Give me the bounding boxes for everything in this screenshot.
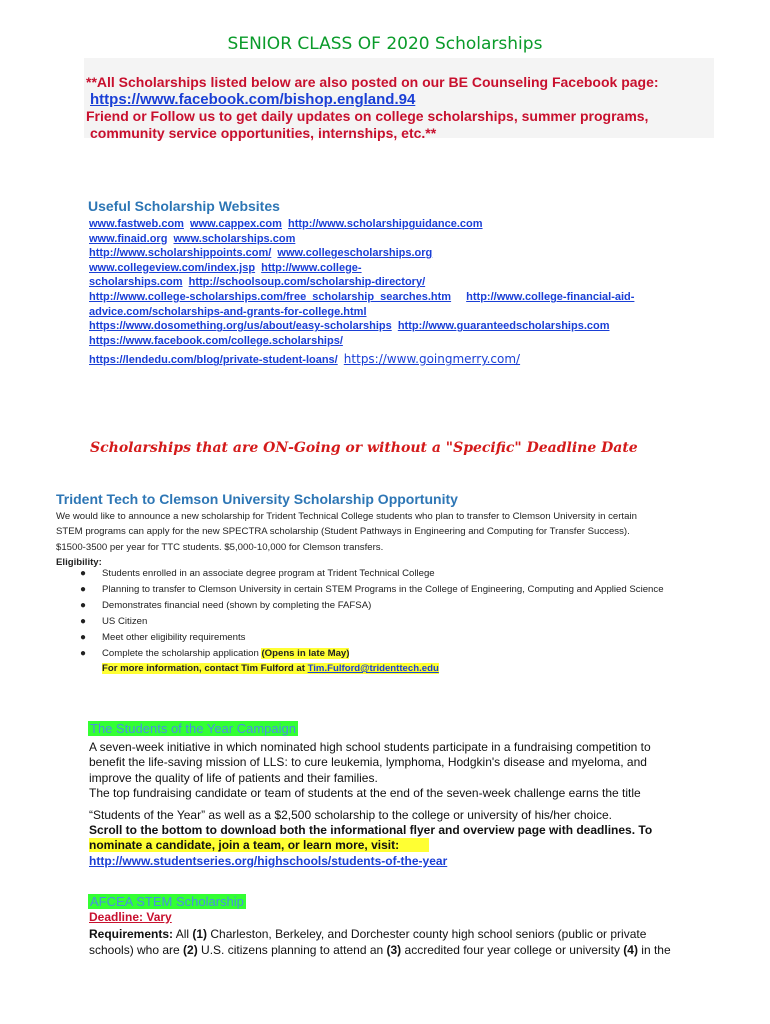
sites-line bbox=[89, 217, 637, 232]
site-link[interactable]: www.fastweb.com bbox=[89, 218, 184, 230]
site-link[interactable]: www.cappex.com bbox=[190, 218, 282, 230]
sites-line bbox=[89, 290, 637, 305]
trident-description bbox=[56, 509, 756, 570]
sites-line bbox=[89, 232, 637, 247]
list-item: ● US Citizen bbox=[80, 614, 760, 630]
ongoing-heading: Scholarships that are ON-Going or without a "Specific" Deadline Date bbox=[90, 440, 638, 456]
eligibility-list bbox=[80, 566, 760, 676]
students-year-text: A seven-week initiative in which nominated high school students participate in a fundraising competition to bbox=[89, 740, 651, 754]
site-link[interactable]: www.scholarships.com bbox=[173, 232, 296, 245]
afcea-req-line-1: Requirements: All (1) Charleston, Berkeley, and Dorchester county high school seniors (public or private bbox=[89, 927, 647, 942]
site-link[interactable]: www.collegeview.com/index.jsp bbox=[89, 261, 256, 274]
students-year-link[interactable]: http://www.studentseries.org/highschools/students-of-the-year bbox=[89, 853, 448, 868]
students-year-text: improve the quality of life of patients and their families. bbox=[89, 770, 378, 785]
notice-line-1: **All Scholarships listed below are also posted on our BE Counseling Facebook page: bbox=[86, 74, 659, 90]
bullet-icon: ● bbox=[80, 632, 87, 643]
list-item: ● Complete the scholarship application (Opens in late May) bbox=[80, 646, 760, 662]
site-link[interactable]: http://www.scholarshippoints.com/ bbox=[89, 247, 272, 260]
sites-line bbox=[89, 334, 637, 349]
list-item: ● Planning to transfer to Clemson University in certain STEM Programs in the College of Engineering, Computing and Applied Science bbox=[80, 582, 760, 598]
trident-heading: Trident Tech to Clemson University Scholarship Opportunity bbox=[56, 491, 458, 507]
useful-websites-heading: Useful Scholarship Websites bbox=[88, 198, 280, 214]
site-link[interactable]: http://www.college-scholarships.com/free_scholarship_searches.htm bbox=[89, 290, 452, 303]
students-year-text: The top fundraising candidate or team of students at the end of the seven-week challenge earns the title bbox=[89, 786, 641, 801]
students-year-text: nominate a candidate, join a team, or learn more, visit: bbox=[89, 838, 429, 852]
site-link[interactable]: scholarships.com bbox=[89, 276, 183, 289]
students-year-text: Scroll to the bottom to download both the informational flyer and overview page with deadlines. To bbox=[89, 823, 653, 838]
afcea-heading: AFCEA STEM Scholarship bbox=[90, 894, 244, 909]
list-item: ● Demonstrates financial need (shown by completing the FAFSA) bbox=[80, 598, 760, 614]
students-year-text: “Students of the Year” as well as a $2,500 scholarship to the college or university of his/her choice. bbox=[89, 807, 612, 822]
notice-line-3: community service opportunities, internships, etc.** bbox=[90, 125, 437, 141]
sites-line bbox=[89, 275, 637, 290]
contact-text: For more information, contact Tim Fulford at bbox=[102, 663, 308, 674]
list-item: ● Students enrolled in an associate degree program at Trident Technical College bbox=[80, 566, 760, 582]
site-link[interactable]: http://www.college-financial-aid- bbox=[466, 290, 635, 303]
afcea-body bbox=[89, 910, 749, 958]
site-link[interactable]: advice.com/scholarships-and-grants-for-college.html bbox=[89, 305, 367, 318]
sites-line bbox=[89, 319, 637, 334]
opens-highlight: (Opens in late May) bbox=[261, 648, 350, 659]
bullet-icon: ● bbox=[80, 600, 87, 611]
bullet-icon: ● bbox=[80, 616, 87, 627]
list-item: ● Meet other eligibility requirements bbox=[80, 630, 760, 646]
sites-line bbox=[89, 246, 637, 261]
notice-line-2: Friend or Follow us to get daily updates on college scholarships, summer programs, bbox=[86, 108, 649, 124]
site-link[interactable]: https://www.dosomething.org/us/about/easy-scholarships bbox=[89, 320, 392, 333]
site-link[interactable]: http://schoolsoup.com/scholarship-directory/ bbox=[188, 276, 426, 289]
facebook-page-link[interactable]: https://www.facebook.com/bishop.england.94 bbox=[90, 91, 416, 108]
afcea-req-line-2: schools) who are (2) U.S. citizens planning to attend an (3) accredited four year college or university (4) in the bbox=[89, 942, 671, 957]
trident-text: STEM programs can apply for the new SPECTRA scholarship (Student Pathways in Engineering and Computing for Transfer Success). bbox=[56, 526, 630, 538]
trident-text: $1500-3500 per year for TTC students. $5,000-10,000 for Clemson transfers. bbox=[56, 541, 384, 553]
contact-line bbox=[80, 662, 760, 676]
useful-websites-list bbox=[89, 217, 637, 368]
trident-text: We would like to announce a new scholarship for Trident Technical College students who plan to transfer to Clemson University in certain bbox=[56, 511, 637, 522]
sites-line bbox=[89, 261, 637, 276]
sites-line bbox=[89, 305, 637, 320]
site-link[interactable]: www.collegescholarships.org bbox=[277, 247, 433, 260]
site-link[interactable]: http://www.college- bbox=[261, 261, 362, 274]
site-link[interactable]: https://www.goingmerry.com/ bbox=[343, 352, 521, 367]
afcea-deadline: Deadline: Vary bbox=[89, 910, 172, 924]
contact-email-link[interactable]: Tim.Fulford@tridenttech.edu bbox=[307, 663, 439, 674]
sites-line bbox=[89, 352, 637, 368]
site-link[interactable]: http://www.scholarshipguidance.com bbox=[287, 218, 483, 230]
students-year-heading-wrap bbox=[88, 720, 298, 738]
students-year-heading: The Students of the Year Campaign bbox=[90, 721, 296, 736]
bullet-icon: ● bbox=[80, 648, 87, 659]
page-title: SENIOR CLASS OF 2020 Scholarships bbox=[227, 34, 543, 54]
bullet-icon: ● bbox=[80, 584, 87, 595]
bullet-icon: ● bbox=[80, 568, 87, 579]
site-link[interactable]: https://www.facebook.com/college.scholarships/ bbox=[89, 334, 343, 347]
students-year-body bbox=[89, 740, 749, 869]
site-link[interactable]: www.finaid.org bbox=[89, 232, 168, 245]
students-year-text: benefit the life-saving mission of LLS: to cure leukemia, lymphoma, Hodgkin's disease and myeloma, and bbox=[89, 755, 647, 770]
facebook-notice bbox=[86, 74, 659, 142]
site-link[interactable]: http://www.guaranteedscholarships.com bbox=[397, 320, 610, 333]
site-link[interactable]: https://lendedu.com/blog/private-student-loans/ bbox=[89, 354, 338, 367]
afcea-heading-wrap bbox=[88, 893, 246, 911]
eligibility-label: Eligibility: bbox=[56, 556, 102, 568]
